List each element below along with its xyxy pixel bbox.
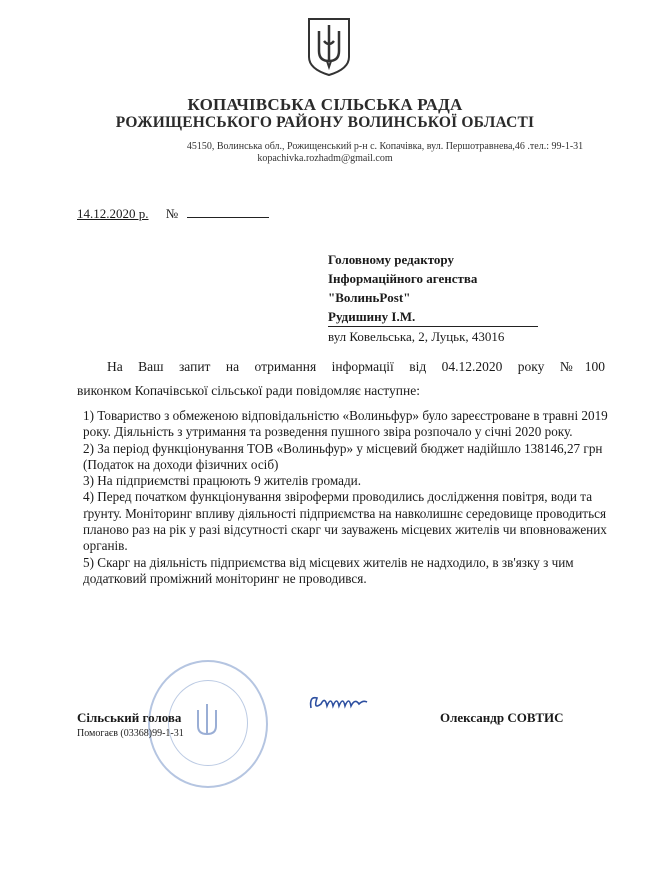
organization-name: КОПАЧІВСЬКА СІЛЬСЬКА РАДА <box>187 95 463 114</box>
recipient-block <box>328 250 538 346</box>
items-list <box>83 408 608 587</box>
recipient-line-4: Рудишину І.М. <box>328 307 538 327</box>
recipient-line-5: вул Ковельська, 2, Луцьк, 43016 <box>328 329 505 344</box>
recipient-line-3: "ВолиньPost" <box>328 290 411 305</box>
list-item: 1) Товариство з обмеженою відповідальністю «Волиньфур» було зареєстроване в травні 2019 року. Діяльність з утримання та розведення пушного звіра розпочало у січні 2020 року. <box>83 408 608 440</box>
list-item: 5) Скарг на діяльність підприємства від місцевих жителів не надходило, в зв'язку з чим додатковий проміжний моніторинг не проводився. <box>83 554 574 586</box>
list-item: 2) За період функціонування ТОВ «Волиньфур» у місцевий бюджет надійшло 138146,27 грн (Податок на доходи фізичних осіб) <box>83 440 603 472</box>
letter-date: 14.12.2020 р. <box>77 206 149 221</box>
intro-line-2: виконком Копачівської сільської ради повідомляє наступне: <box>77 383 420 398</box>
list-item: 4) Перед початком функціонування звіроферми проводились дослідження повітря, води та ґрунту. Моніторинг впливу діяльності підприємства на навколишнє середовище проводиться планово раз на рік у разі відсутності скарг чи зауважень місцевих жителів чи вповноважених органів. <box>83 489 607 554</box>
list-item: 3) На підприємстві працюють 9 жителів громади. <box>83 473 362 489</box>
handwritten-signature <box>307 686 369 716</box>
intro-line-1: На Ваш запит на отримання інформації від 04.12.2020 року №100 <box>107 359 605 374</box>
trident-emblem-icon <box>307 17 351 77</box>
signature-name: Олександр СОВТИС <box>440 710 564 725</box>
stamp-trident-icon <box>190 700 224 744</box>
organization-email: kopachivka.rozhadm@gmail.com <box>257 153 393 164</box>
recipient-line-1: Головному редактору <box>328 252 454 267</box>
organization-district: РОЖИЩЕНСЬКОГО РАЙОНУ ВОЛИНСЬКОЇ ОБЛАСТІ <box>115 114 535 131</box>
letter-number-blank <box>187 206 269 218</box>
signature-position: Сільський голова <box>77 710 182 725</box>
signature-prepared-by: Помогаєв (03368)99-1-31 <box>77 728 184 739</box>
recipient-line-2: Інформаційного агенства <box>328 271 478 286</box>
organization-address: 45150, Волинська обл., Рожищенський р-н с. Копачівка, вул. Першотравнева,46 .тел.: 99-1-31 <box>186 141 584 152</box>
letter-number-label: № <box>165 206 179 221</box>
letter-date-line <box>77 206 269 222</box>
